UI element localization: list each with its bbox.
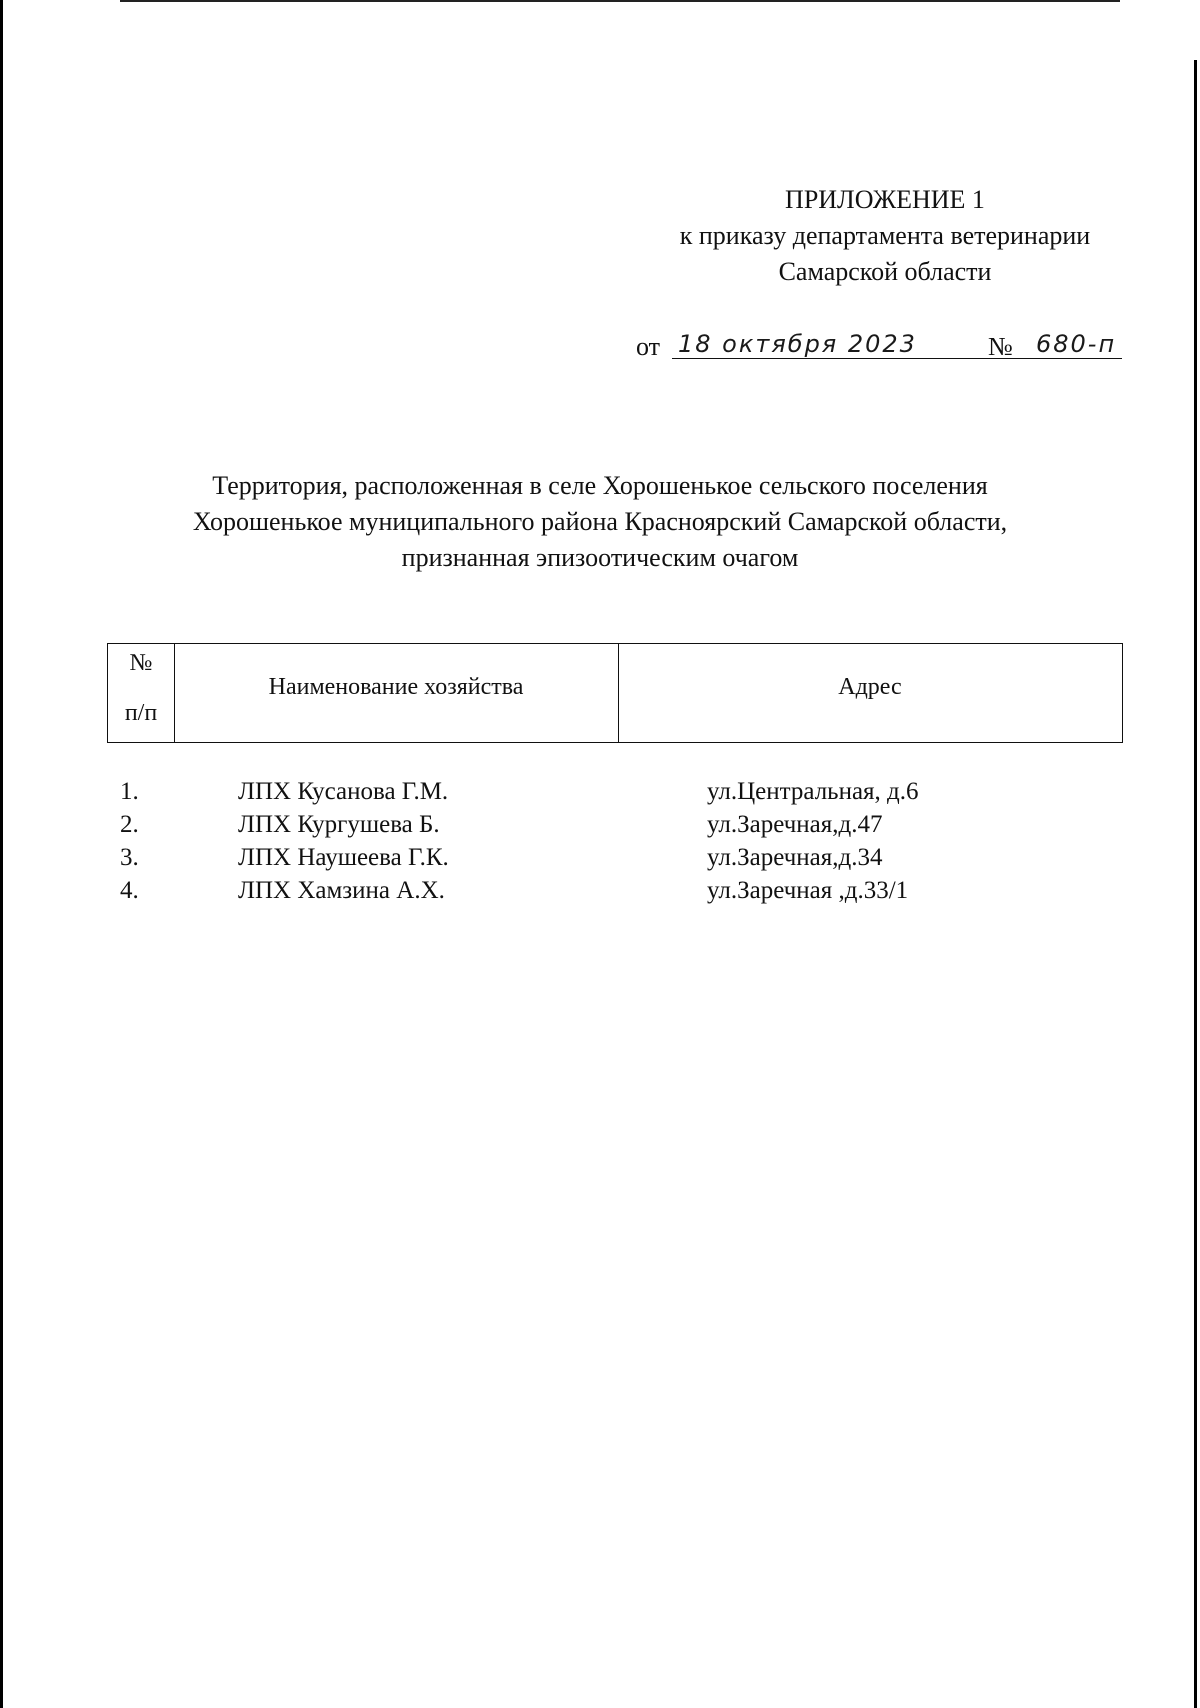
col-number-symbol: № (129, 650, 153, 676)
item-number: 4. (120, 877, 139, 904)
appendix-order-ref: к приказу департамента ветеринарии (679, 221, 1091, 250)
item-address: ул.Заречная,д.47 (707, 811, 883, 838)
item-address: ул.Заречная,д.34 (707, 844, 883, 871)
date-prefix: от (636, 332, 661, 361)
appendix-region: Самарской области (778, 257, 992, 286)
item-farm-name: ЛПХ Наушеева Г.К. (238, 844, 449, 871)
item-farm-name: ЛПХ Кусанова Г.М. (238, 778, 449, 805)
number-prefix: № (988, 332, 1013, 361)
col-address-header: Адрес (838, 674, 902, 700)
item-number: 2. (120, 811, 139, 838)
list-item (0, 877, 1200, 911)
header-table (107, 643, 1123, 743)
list-item (0, 844, 1200, 878)
document-title (100, 468, 1100, 576)
appendix-header (640, 182, 1130, 290)
item-address: ул.Заречная ,д.33/1 (707, 877, 909, 904)
item-number: 1. (120, 778, 139, 805)
col-number-pp: п/п (124, 700, 158, 726)
order-date-number-line (636, 328, 1126, 368)
scan-edge-top (120, 0, 1120, 2)
appendix-title: ПРИЛОЖЕНИЕ 1 (785, 185, 985, 214)
number-underline (1018, 358, 1122, 359)
list-item (0, 811, 1200, 845)
date-underline (672, 358, 1018, 359)
handwritten-number: 680-п (1036, 330, 1117, 358)
handwritten-date: 18 октября 2023 (678, 330, 917, 358)
title-line-2: Хорошенькое муниципального района Красноярский Самарской области, (192, 507, 1008, 536)
item-address: ул.Центральная, д.6 (707, 778, 919, 805)
title-line-1: Территория, расположенная в селе Хорошенькое сельского поселения (212, 471, 988, 500)
col-farm-name-header: Наименование хозяйства (268, 674, 524, 700)
item-farm-name: ЛПХ Хамзина А.Х. (238, 877, 445, 904)
item-farm-name: ЛПХ Кургушева Б. (238, 811, 440, 838)
item-number: 3. (120, 844, 139, 871)
title-line-3: признанная эпизоотическим очагом (401, 543, 799, 572)
list-item (0, 778, 1200, 812)
